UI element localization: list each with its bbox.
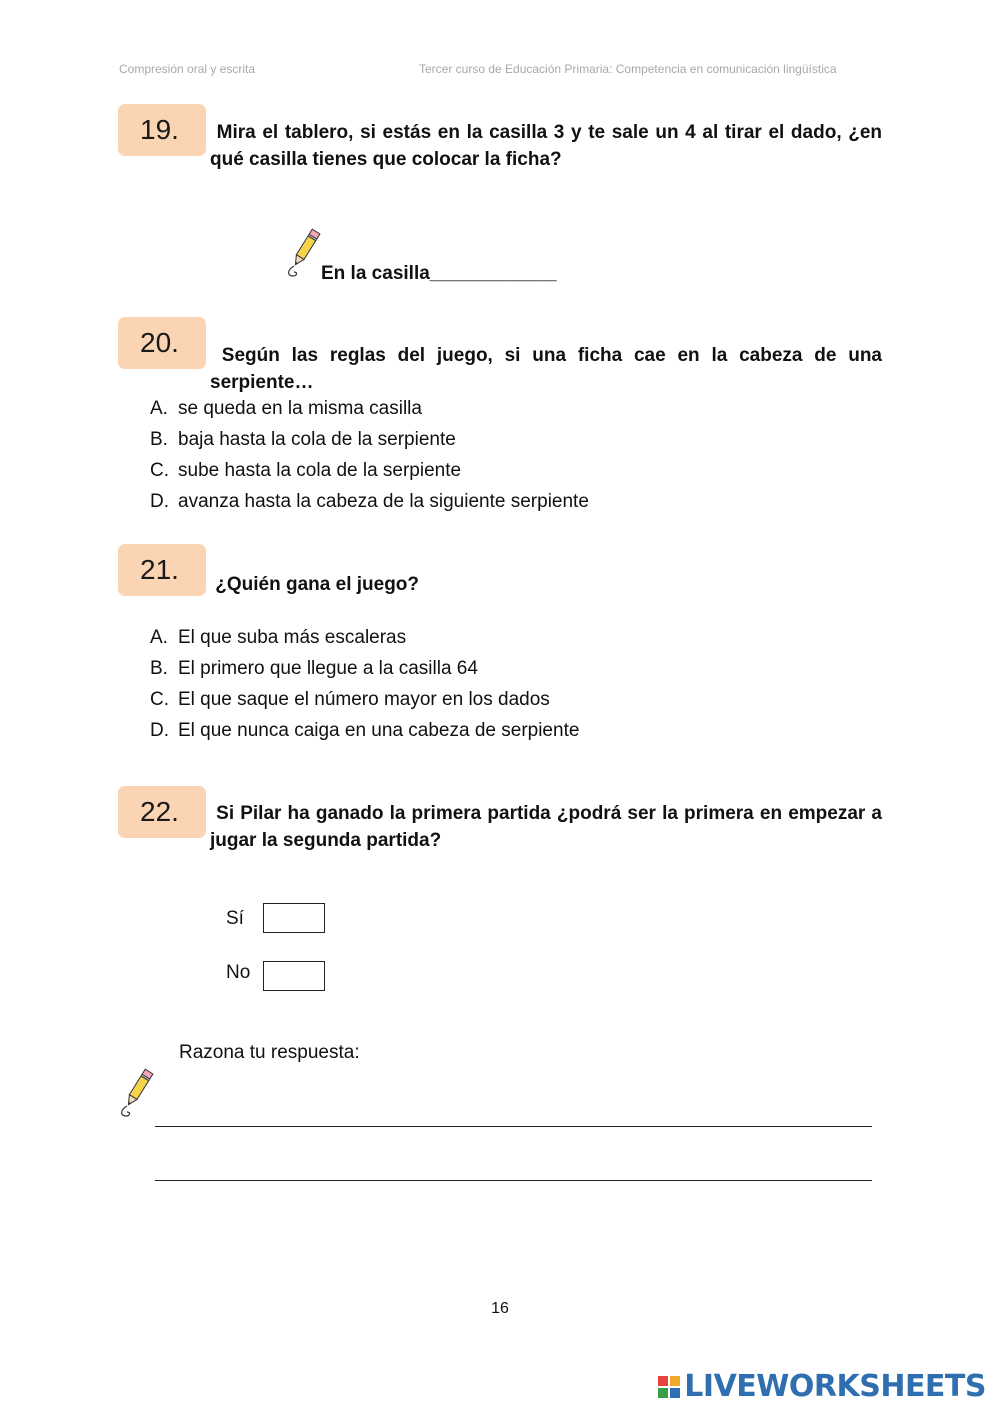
option-20-d[interactable]: D. avanza hasta la cabeza de la siguiente serpiente [150, 491, 589, 512]
option-20-a[interactable]: A. se queda en la misma casilla [150, 398, 422, 419]
no-checkbox[interactable] [263, 961, 325, 991]
question-number-22: 22. [118, 786, 206, 838]
question-number-20: 20. [118, 317, 206, 369]
option-21-c[interactable]: C. El que saque el número mayor en los dados [150, 689, 550, 710]
question-text-20: Según las reglas del juego, si una ficha cae en la cabeza de una serpiente… [210, 345, 882, 393]
answer-line-2[interactable] [155, 1180, 872, 1181]
options-21 [150, 625, 579, 749]
logo-icon [658, 1376, 680, 1398]
option-21-d[interactable]: D. El que nunca caiga en una cabeza de serpiente [150, 720, 580, 741]
question-number-21: 21. [118, 544, 206, 596]
pencil-icon [117, 1066, 157, 1122]
reason-prompt: Razona tu respuesta: [179, 1042, 360, 1063]
question-text-21: ¿Quién gana el juego? [215, 574, 420, 595]
brand-name: LIVEWORKSHEETS [684, 1369, 986, 1404]
answer-line-1[interactable] [155, 1126, 872, 1127]
liveworksheets-logo [658, 1369, 986, 1404]
header-right: Tercer curso de Educación Primaria: Competencia en comunicación lingüística [419, 62, 837, 76]
option-21-a[interactable]: A. El que suba más escaleras [150, 627, 407, 648]
yes-checkbox[interactable] [263, 903, 325, 933]
question-text-22: Si Pilar ha ganado la primera partida ¿podrá ser la primera en empezar a jugar la segunda partida? [210, 803, 882, 851]
question-text-19: Mira el tablero, si estás en la casilla 3 y te sale un 4 al tirar el dado, ¿en qué casilla tienes que colocar la ficha? [210, 122, 883, 170]
no-label: No [226, 962, 251, 983]
option-20-b[interactable]: B. baja hasta la cola de la serpiente [150, 429, 456, 450]
options-20 [150, 396, 589, 520]
header-left: Compresión oral y escrita [119, 62, 256, 76]
option-20-c[interactable]: C. sube hasta la cola de la serpiente [150, 460, 462, 481]
pencil-icon [284, 226, 324, 282]
question-number-19: 19. [118, 104, 206, 156]
page-number: 16 [491, 1300, 509, 1317]
yes-label: Sí [226, 908, 244, 929]
answer-prompt-19: En la casilla____________ [321, 263, 557, 284]
option-21-b[interactable]: B. El primero que llegue a la casilla 64 [150, 658, 478, 679]
